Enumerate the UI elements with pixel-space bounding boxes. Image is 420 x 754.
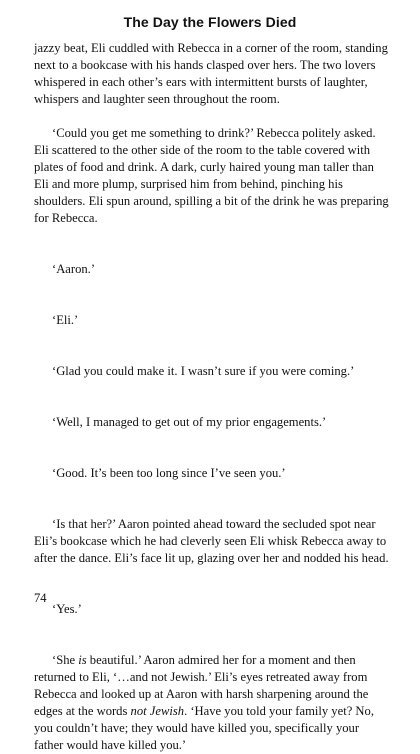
body-text (34, 40, 390, 754)
paragraph (34, 652, 390, 754)
paragraph-segment: ‘She (52, 653, 79, 667)
page-number: 74 (34, 591, 47, 605)
emphasis: not Jewish (130, 704, 185, 718)
dialogue-line: ‘Eli.’ (52, 313, 79, 327)
dialogue-line: ‘Yes.’ (52, 602, 82, 616)
paragraph-segment: beautiful.’ Aaron admired her for a moment and then returned to Eli, ‘…and not Jewish.’ Eli’s eyes retreated away from Rebecca and looked up at Aaron with harsh sharpening around the edges at the words (34, 653, 369, 718)
running-head: The Day the Flowers Died (123, 14, 297, 30)
dialogue-line: ‘Aaron.’ (52, 262, 96, 276)
paragraph: ‘Is that her?’ Aaron pointed ahead toward the secluded spot near Eli’s bookcase which he had cleverly seen Eli whisk Rebecca away to after the dance. Eli’s face lit up, glazing over her and nodded his head. (34, 517, 389, 565)
dialogue-line: ‘Well, I managed to get out of my prior engagements.’ (52, 415, 327, 429)
paragraph-segment: . ‘Have you told your family yet? No, you couldn’t have; they would have killed you, specifically your father would have killed you.’ (34, 704, 374, 752)
emphasis: is (78, 653, 87, 667)
dialogue-line: ‘Glad you could make it. I wasn’t sure if you were coming.’ (52, 364, 355, 378)
dialogue-line: ‘Good. It’s been too long since I’ve seen you.’ (52, 466, 286, 480)
paragraph: jazzy beat, Eli cuddled with Rebecca in a corner of the room, standing next to a bookcase with his hands clasped over hers. The two lovers whispered in each other’s ears with intermittent bursts of laughter, whispers and laughter seen throughout the room. (34, 41, 388, 106)
paragraph: ‘Could you get me something to drink?’ Rebecca politely asked. Eli scattered to the other side of the room to the table covered with plates of food and drink. A dark, curly haired young man taller than Eli and more plump, surprised him from behind, pinching his shoulders. Eli spun around, spilling a bit of the drink he was preparing for Rebecca. (34, 126, 389, 225)
